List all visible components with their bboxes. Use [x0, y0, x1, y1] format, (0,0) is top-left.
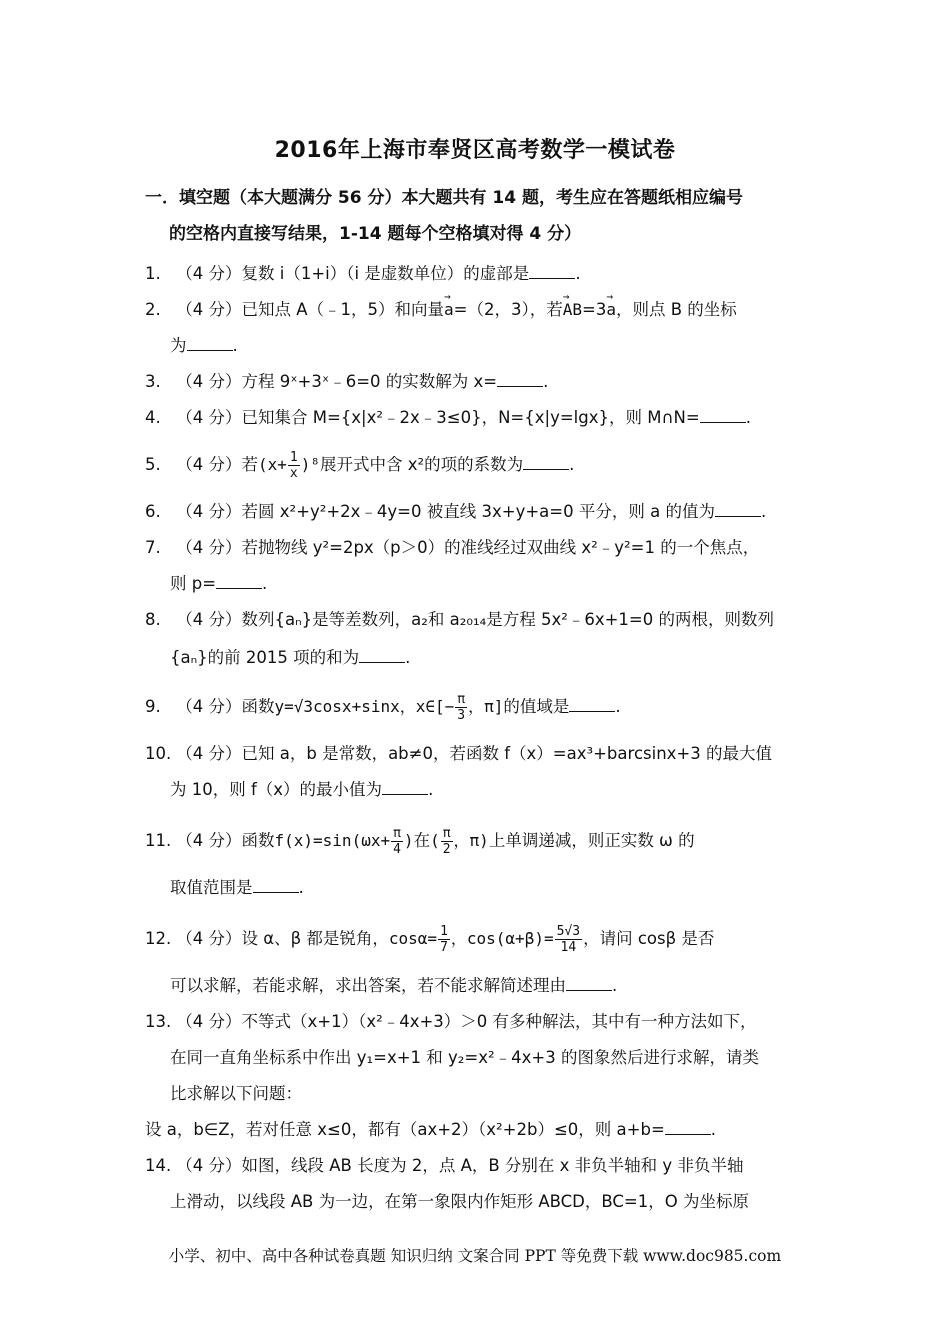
question-text: =（2，3），若	[453, 300, 563, 319]
question-text: （4 分）若抛物线 y²=2px（p＞0）的准线经过双曲线 x²﹣y²=1 的一个焦点，	[176, 538, 760, 557]
numerator: π	[457, 692, 466, 707]
question-text: 可以求解，若能求解，求出答案，若不能求解简述理由	[170, 976, 566, 995]
formula-part: f(x)=sin(ωx+	[274, 831, 391, 850]
section-heading-line1: 一．填空题（本大题满分 56 分）本大题共有 14 题，考生应在答题纸相应编号	[145, 188, 743, 208]
numerator: π	[442, 826, 451, 841]
answer-blank	[187, 334, 233, 351]
question-13-cont1	[170, 1046, 759, 1070]
question-number: 2.	[145, 300, 161, 319]
question-text: 为	[170, 336, 187, 355]
question-11-cont	[170, 876, 304, 900]
numerator: π	[393, 826, 401, 841]
denominator: 2	[442, 842, 451, 857]
period: .	[262, 574, 268, 593]
answer-blank	[566, 974, 612, 991]
question-9	[145, 692, 621, 723]
period: .	[760, 502, 767, 521]
formula-part: cosα=	[388, 929, 438, 948]
question-text: （4 分）已知点 A（﹣1，5）和向量	[176, 300, 445, 319]
question-text: 设 a，b∈Z，若对任意 x≤0，都有（ax+2）（x²+2b）≤0，则 a+b=	[145, 1120, 665, 1139]
question-14-cont	[170, 1190, 749, 1214]
formula-function	[274, 826, 414, 857]
formula-part: ，cos(α+β)=	[450, 929, 554, 948]
question-8	[145, 608, 774, 632]
vector-a: → a	[444, 298, 454, 322]
page-title: 2016年上海市奉贤区高考数学一模试卷	[274, 138, 676, 163]
period: .	[428, 780, 434, 799]
fraction	[391, 826, 403, 857]
question-number: 11.	[145, 831, 172, 850]
period: .	[298, 878, 304, 897]
numerator: 5√3	[556, 924, 581, 939]
question-text: 比求解以下问题：	[170, 1084, 302, 1103]
question-11	[145, 826, 695, 857]
question-text: 的值域是	[503, 697, 570, 716]
period: .	[615, 697, 621, 716]
question-text: 为 10，则 f（x）的最小值为	[170, 780, 383, 799]
question-5	[145, 450, 574, 481]
denominator: x	[289, 466, 298, 481]
answer-blank	[497, 370, 543, 387]
question-text: ，则点 B 的坐标	[615, 300, 737, 319]
period: .	[710, 1120, 717, 1139]
period: .	[745, 408, 751, 427]
fraction	[288, 450, 300, 481]
period: .	[569, 455, 575, 474]
question-10	[145, 742, 772, 766]
answer-blank	[715, 500, 761, 517]
question-6	[145, 500, 766, 524]
formula-part: (x+	[258, 455, 287, 474]
question-text: （4 分）若	[176, 455, 258, 474]
question-number: 4.	[145, 408, 161, 427]
question-14	[145, 1154, 743, 1178]
question-7	[145, 536, 759, 560]
formula-part: ，π)	[453, 831, 489, 850]
question-text: （4 分）不等式（x+1）（x²﹣4x+3）＞0 有多种解法，其中有一种方法如下，	[176, 1012, 757, 1031]
formula-function	[274, 692, 504, 723]
period: .	[612, 976, 618, 995]
formula-part: (	[430, 831, 440, 850]
question-number: 12.	[145, 929, 172, 948]
question-2-cont	[170, 334, 238, 358]
question-3	[145, 370, 548, 394]
period: .	[405, 648, 411, 667]
fraction	[455, 692, 467, 723]
question-text: （4 分）函数	[176, 831, 275, 850]
answer-blank	[665, 1118, 711, 1135]
question-number: 8.	[145, 610, 161, 629]
question-number: 10.	[145, 744, 172, 763]
question-text: 在	[413, 831, 431, 850]
question-text: （4 分）已知 a，b 是常数，ab≠0，若函数 f（x）=ax³+barcsinx+3 的最大值	[176, 744, 772, 763]
question-text: =3	[582, 300, 607, 319]
denominator: 3	[457, 708, 466, 723]
question-text: ，请问 cosβ 是否	[583, 929, 715, 948]
question-text: {aₙ}的前 2015 项的和为	[170, 648, 360, 667]
answer-blank	[382, 778, 428, 795]
question-text: （4 分）设 α、β 都是锐角，	[176, 929, 389, 948]
formula-part: )⁸	[300, 455, 320, 474]
question-4	[145, 406, 751, 430]
formula-interval	[430, 826, 489, 857]
question-number: 3.	[145, 372, 161, 391]
answer-blank	[700, 406, 746, 423]
question-7-cont	[170, 572, 267, 596]
question-1	[145, 262, 581, 286]
question-number: 9.	[145, 697, 161, 716]
question-12-cont	[170, 974, 617, 998]
formula-part: )	[403, 831, 414, 850]
question-number: 1.	[145, 264, 161, 283]
question-text: （4 分）复数 i（1+i）（i 是虚数单位）的虚部是	[176, 264, 530, 283]
question-12	[145, 924, 714, 955]
vector-ab: → AB	[563, 298, 582, 322]
period: .	[543, 372, 549, 391]
formula-binomial	[258, 450, 320, 481]
section-heading-line2: 的空格内直接写结果，1-14 题每个空格填对得 4 分）	[169, 224, 582, 244]
formula-cosines	[388, 924, 583, 955]
page-footer: 小学、初中、高中各种试卷真题 知识归纳 文案合同 PPT 等免费下载 www.doc985.com	[168, 1247, 782, 1265]
question-text: （4 分）若圆 x²+y²+2x﹣4y=0 被直线 3x+y+a=0 平分，则 a 的值为	[176, 502, 715, 521]
numerator: 1	[440, 924, 448, 939]
answer-blank	[529, 262, 575, 279]
answer-blank	[216, 572, 262, 589]
formula-part: ，π]	[468, 697, 504, 716]
question-text: 则 p=	[170, 574, 217, 593]
question-2	[145, 298, 737, 322]
numerator: 1	[289, 450, 298, 465]
question-number: 14.	[145, 1156, 172, 1175]
vector-a-2: → a	[606, 298, 616, 322]
question-number: 13.	[145, 1012, 172, 1031]
question-text: （4 分）如图，线段 AB 长度为 2，点 A，B 分别在 x 非负半轴和 y 非负半轴	[176, 1156, 744, 1175]
question-number: 7.	[145, 538, 161, 557]
question-text: （4 分）函数	[176, 697, 275, 716]
fraction	[438, 924, 450, 955]
question-13-cont3	[145, 1118, 716, 1142]
question-number: 6.	[145, 502, 161, 521]
fraction	[441, 826, 453, 857]
formula-part: y=√3cosx+sinx，x∈[−	[274, 697, 455, 716]
question-text: （4 分）数列{aₙ}是等差数列，a₂和 a₂₀₁₄是方程 5x²﹣6x+1=0 的两根，则数列	[176, 610, 774, 629]
question-text: 上滑动，以线段 AB 为一边，在第一象限内作矩形 ABCD，BC=1，O 为坐标原	[170, 1192, 749, 1211]
question-8-cont	[170, 646, 410, 670]
denominator: 7	[440, 940, 448, 955]
question-text: （4 分）已知集合 M={x|x²﹣2x﹣3≤0}，N={x|y=lgx}，则 M∩N=	[176, 408, 700, 427]
question-10-cont	[170, 778, 433, 802]
section-heading	[145, 180, 825, 252]
question-number: 5.	[145, 455, 161, 474]
answer-blank	[523, 453, 569, 470]
question-text: （4 分）方程 9ˣ+3ˣ﹣6=0 的实数解为 x=	[176, 372, 498, 391]
question-text: 在同一直角坐标系中作出 y₁=x+1 和 y₂=x²﹣4x+3 的图象然后进行求解，请类	[170, 1048, 759, 1067]
answer-blank	[253, 876, 299, 893]
period: .	[575, 264, 581, 283]
fraction	[555, 924, 582, 955]
answer-blank	[359, 646, 405, 663]
period: .	[232, 336, 238, 355]
question-13-cont2	[170, 1082, 302, 1106]
denominator: 4	[393, 842, 401, 857]
question-text: 展开式中含 x²的项的系数为	[320, 455, 524, 474]
denominator: 14	[560, 940, 577, 955]
question-13	[145, 1010, 757, 1034]
question-text: 取值范围是	[170, 878, 253, 897]
question-text: 上单调递减，则正实数 ω 的	[488, 831, 695, 850]
answer-blank	[569, 695, 615, 712]
